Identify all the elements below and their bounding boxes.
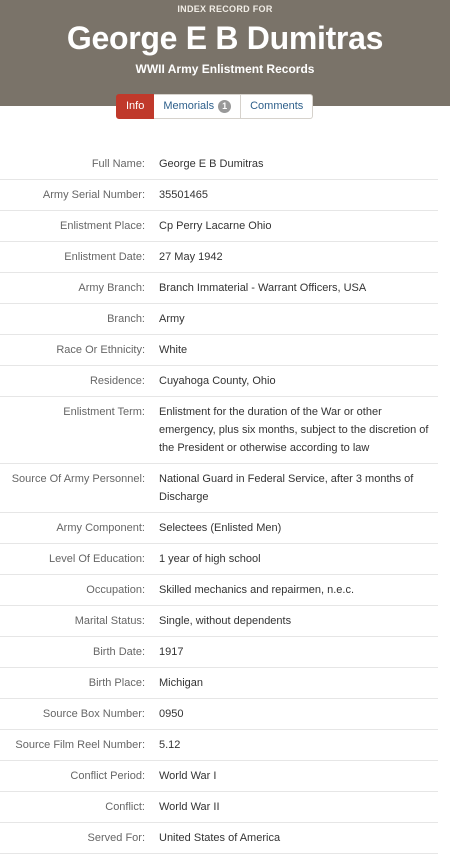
marital-status-label: Marital Status: — [74, 615, 145, 627]
enlistment-place-label: Enlistment Place: — [60, 220, 145, 232]
record-tabs — [116, 94, 313, 119]
record-row-enlistment-date — [0, 242, 438, 273]
birth-date-label: Birth Date: — [93, 646, 145, 658]
record-row-marital-status — [0, 606, 438, 637]
record-row-enlistment-place — [0, 211, 438, 242]
record-row-residence — [0, 366, 438, 397]
person-name: George E B Dumitras — [66, 20, 384, 56]
full-name-label: Full Name: — [91, 158, 145, 170]
enlistment-place-value: Cp Perry Lacarne Ohio — [159, 220, 272, 232]
army-serial-number-label: Army Serial Number: — [42, 189, 145, 201]
record-row-branch — [0, 304, 438, 335]
index-record-kicker: INDEX RECORD FOR — [177, 4, 273, 14]
branch-label: Branch: — [107, 313, 145, 325]
collection-title: WWII Army Enlistment Records — [135, 62, 315, 76]
tab-memorials[interactable] — [154, 94, 241, 119]
enlistment-term-value: Enlistment for the duration of the War or other emergency, plus six months, subject to the discretion of the President or otherwise according to law — [159, 406, 429, 454]
army-serial-number-value: 35501465 — [159, 189, 208, 201]
record-row-army-component — [0, 513, 438, 544]
record-row-race-or-ethnicity — [0, 335, 438, 366]
source-film-reel-number-label: Source Film Reel Number: — [15, 739, 145, 751]
source-box-number-value: 0950 — [159, 708, 184, 720]
record-row-birth-date — [0, 637, 438, 668]
record-row-army-branch — [0, 273, 438, 304]
birth-place-value: Michigan — [159, 677, 204, 689]
residence-label: Residence: — [89, 375, 145, 387]
record-row-source-film-reel-number — [0, 730, 438, 761]
tab-comments[interactable] — [241, 94, 313, 119]
record-row-source-of-army-personnel — [0, 464, 438, 513]
level-of-education-value: 1 year of high school — [159, 553, 261, 565]
occupation-value: Skilled mechanics and repairmen, n.e.c. — [159, 584, 355, 596]
source-of-army-personnel-value: National Guard in Federal Service, after 3 months of Discharge — [159, 473, 414, 503]
race-or-ethnicity-value: White — [159, 344, 188, 356]
memorials-count-badge: 1 — [218, 100, 231, 113]
record-row-occupation — [0, 575, 438, 606]
conflict-label: Conflict: — [105, 801, 145, 813]
record-row-army-serial-number — [0, 180, 438, 211]
record-row-conflict — [0, 792, 438, 823]
record-row-birth-place — [0, 668, 438, 699]
tab-info-label: Info — [126, 100, 145, 112]
source-of-army-personnel-label: Source Of Army Personnel: — [11, 473, 145, 485]
enlistment-date-value: 27 May 1942 — [159, 251, 223, 263]
tab-comments-label: Comments — [250, 100, 304, 112]
record-row-level-of-education — [0, 544, 438, 575]
army-branch-value: Branch Immaterial - Warrant Officers, USA — [159, 282, 367, 294]
tab-memorials-label: Memorials — [163, 100, 215, 112]
army-branch-label: Army Branch: — [78, 282, 145, 294]
branch-value: Army — [159, 313, 185, 325]
conflict-period-label: Conflict Period: — [70, 770, 145, 782]
record-row-full-name — [0, 149, 438, 180]
record-header — [0, 0, 450, 106]
occupation-label: Occupation: — [86, 584, 145, 596]
tab-info[interactable] — [116, 94, 154, 119]
army-component-label: Army Component: — [56, 522, 145, 534]
army-component-value: Selectees (Enlisted Men) — [159, 522, 282, 534]
served-for-value: United States of America — [159, 832, 281, 844]
source-box-number-label: Source Box Number: — [42, 708, 145, 720]
source-film-reel-number-value: 5.12 — [159, 739, 181, 751]
marital-status-value: Single, without dependents — [159, 615, 292, 627]
birth-place-label: Birth Place: — [88, 677, 145, 689]
conflict-period-value: World War I — [159, 770, 217, 782]
record-details — [0, 149, 450, 854]
level-of-education-label: Level Of Education: — [48, 553, 145, 565]
conflict-value: World War II — [159, 801, 220, 813]
record-row-enlistment-term — [0, 397, 438, 464]
served-for-label: Served For: — [87, 832, 145, 844]
record-row-served-for — [0, 823, 438, 854]
residence-value: Cuyahoga County, Ohio — [159, 375, 276, 387]
record-row-source-box-number — [0, 699, 438, 730]
enlistment-date-label: Enlistment Date: — [64, 251, 145, 263]
record-row-conflict-period — [0, 761, 438, 792]
race-or-ethnicity-label: Race Or Ethnicity: — [56, 344, 145, 356]
birth-date-value: 1917 — [159, 646, 184, 658]
full-name-value: George E B Dumitras — [159, 158, 264, 170]
enlistment-term-label: Enlistment Term: — [63, 406, 145, 418]
